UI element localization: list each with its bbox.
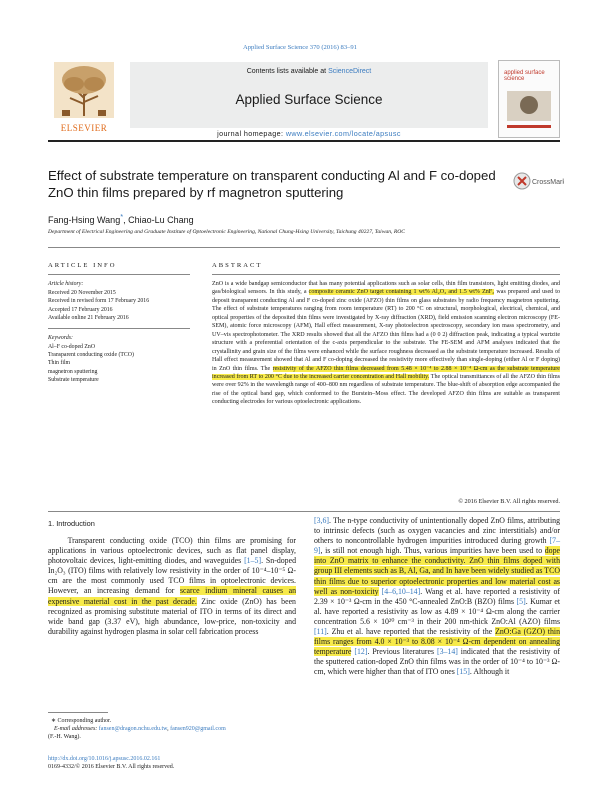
crossmark-badge[interactable]	[512, 170, 564, 192]
citation-link[interactable]: [15]	[456, 667, 470, 677]
author-name: Fang-Hsing Wang	[48, 215, 121, 225]
highlighted-text: scarce indium mineral causes an expensive material cost in the past decade.	[48, 586, 297, 606]
body-column-right	[314, 516, 560, 678]
history-entry: Received 20 November 2015	[48, 290, 116, 296]
body-text: . Kumar et al. have reported a resistivity as low as 4.89 × 10⁻⁴ Ω-cm along the carrier concentration 5.6 × 10²⁰ cm⁻³ in their 200 nm-thick ZnO:Al (AZO) films	[314, 596, 560, 626]
footnote-name: (F.-H. Wang).	[48, 734, 81, 740]
issn-line: 0169-4332/© 2016 Elsevier B.V. All rights reserved.	[48, 764, 175, 770]
affiliation-rule	[48, 247, 560, 248]
body-text: . Although it	[469, 667, 510, 677]
abstract-copyright: © 2016 Elsevier B.V. All rights reserved.	[458, 498, 560, 505]
abstract-text	[212, 280, 560, 407]
history-entry: Received in revised form 17 February 2016	[48, 298, 150, 305]
citation-link[interactable]: [12]	[351, 647, 368, 657]
article-info-rule	[48, 274, 190, 275]
body-text: . The n-type conductivity of unintentionally doped ZnO films, attributing to intrinsic defects (such as oxygen vacancies and zinc interstitials) and/or others to noncontrollable hydrogen impurities introduced during growth	[314, 516, 560, 546]
body-text: . Zhu et al. have reported that the resistivity of the	[326, 627, 496, 637]
header-rule	[48, 140, 560, 142]
email-link[interactable]: fansen920@gmail.com	[170, 726, 226, 732]
email-link[interactable]: fansen@dragon.nchu.edu.tw	[98, 726, 168, 732]
highlighted-text: dope into ZnO matrix to enhance the conductivity. ZnO thin films doped with group III elements such as B, Al, Ga, and In have been widely studied as TCO thin films due to superior optoelectronic properties and low material cost as well as non-toxicity	[314, 546, 560, 596]
article-info-heading: ARTICLE INFO	[48, 262, 117, 269]
body-text: . Wang et al. have reported a resistivity of 2.39 × 10⁻³ Ω-cm in the 450 °C-annealed ZnO:B (BZO) films	[314, 586, 560, 606]
keyword: Thin film	[48, 360, 71, 367]
keyword: Al–F co-doped ZnO	[48, 344, 96, 350]
section-heading-introduction: 1. Introduction	[48, 519, 95, 528]
doi-link[interactable]: http://dx.doi.org/10.1016/j.apsusc.2016.02.161	[48, 756, 161, 762]
abstract-heading: ABSTRACT	[212, 262, 263, 269]
citation-link[interactable]: [11]	[314, 627, 327, 637]
cover-title: applied surface science	[504, 70, 545, 83]
body-text: Zinc oxide (ZnO) has been recognized as promising substitute material of ITO in terms of its direct and wide band gap (3.37 eV), high abundance, low-price, non-toxicity and durability against hydrogen plasma in solar cell fabrication process	[48, 596, 296, 636]
keyword: Substrate temperature	[48, 376, 99, 383]
email-label: E-mail addresses:	[54, 726, 99, 732]
highlighted-text: resistivity of the AFZO thin films decreased from 5.48 × 10⁻⁴ to 2.88 × 10⁻⁴ Ω-cm as the substrate temperature increased from RT to 200 °C due to the increased carrier concentration and Hall mobility.	[212, 365, 560, 380]
body-text: . Sn-doped In₂O₃ (ITO) films with relatively low resistivity in the order of 10⁻⁴–10⁻⁵ Ω-cm are the most commonly used TCO films in optoelectronic devices. However, an increasing demand for	[48, 556, 296, 596]
homepage-prefix: journal homepage:	[217, 129, 286, 138]
article-history-heading: Article history:	[48, 281, 84, 287]
citation-link[interactable]: [4–6,10–14]	[378, 586, 421, 596]
abstract-text-segment: The optical transmittances of all the AFZO thin films were over 92% in the wavelength range of 400–800 nm regardless of substrate temperature. The blue-shift of absorption edge accompanied the rise of the optical band gap, which conformed to the Burstein–Moss effect. The developed AFZO thin films are suitable as transparent conducting electrodes for various optoelectronic applications.	[212, 373, 560, 406]
footnote-rule	[48, 712, 108, 713]
history-entry: Accepted 17 February 2016	[48, 306, 113, 313]
keywords-heading: Keywords:	[48, 335, 73, 341]
body-text: . Previous literatures	[367, 647, 437, 657]
footnote-corresponding: Corresponding author.	[56, 718, 112, 724]
corresponding-author-mark[interactable]: *	[120, 212, 124, 221]
article-title: Effect of substrate temperature on transparent conducting Al and F co-doped ZnO thin films prepared by rf magnetron sputtering	[48, 168, 496, 200]
article-history	[48, 289, 149, 322]
citation-link[interactable]: [3–14]	[436, 647, 458, 657]
contents-line	[130, 68, 488, 75]
journal-citation[interactable]: Applied Surface Science 370 (2016) 83–91	[242, 44, 358, 51]
sciencedirect-link[interactable]: ScienceDirect	[328, 68, 372, 75]
keyword: magnetron sputtering	[48, 368, 98, 375]
keyword: Transparent conducting oxide (TCO)	[48, 352, 134, 359]
history-entry: Available online 21 February 2016	[48, 314, 129, 321]
footnote	[48, 717, 298, 741]
corresponding-author-note	[48, 717, 298, 725]
email-separator: ,	[167, 726, 171, 732]
highlighted-text: composite ceramic ZnO target containing 1 wt% Al₂O₃ and 1.5 wt% ZnF₂	[308, 289, 495, 296]
footnote-star: ∗	[51, 718, 57, 724]
crossmark-label: CrossMark	[532, 179, 564, 186]
highlighted-text: ZnO:Ga (GZO) thin films ranges from 4.0 × 10⁻³ to 8.08 × 10⁻⁴ Ω-cm dependent on annealing temperature	[314, 627, 560, 657]
affiliation: Department of Electrical Engineering and Graduate Institute of Optoelectronic Engineering, National Chung-Hsing University, Taichung 40227, Taiwan, ROC	[48, 229, 406, 235]
email-line	[48, 725, 298, 733]
journal-homepage	[130, 129, 488, 138]
author-separator: ,	[123, 215, 129, 225]
body-column-left	[48, 536, 296, 637]
author-name: Chiao-Lu Chang	[128, 215, 194, 225]
author-list	[48, 212, 194, 225]
citation-link[interactable]: [3,6]	[314, 516, 330, 525]
keywords-rule	[48, 328, 190, 329]
citation-link[interactable]: [1–5]	[244, 556, 262, 566]
body-text: indicated that the resistivity of the sputtered cation-doped ZnO thin films was in the order of 10⁻⁴ to 10⁻³ Ω-cm, which were higher than that of ITO ones	[314, 647, 560, 677]
citation-link[interactable]: [5]	[516, 596, 526, 606]
homepage-link[interactable]: www.elsevier.com/locate/apsusc	[285, 129, 401, 138]
journal-title: Applied Surface Science	[235, 92, 383, 107]
citation-link[interactable]: [7–9]	[314, 536, 560, 556]
elsevier-wordmark: ELSEVIER	[60, 123, 108, 133]
abstract-rule	[212, 274, 560, 275]
body-text: , is still not enough high. Thus, various impurities have been used to	[320, 546, 545, 556]
abstract-text-segment: was prepared and used to deposit transparent conducting Al and F co-doped zinc oxide (AFZO) thin films on glass substrates by radio frequency magnetron sputtering. The effect of substrate temperatures ranging from room temperature (RT) to 200 °C on structural, morphological, electrical, chemical, and optical properties of the deposited thin films were investigated by X-ray diffraction (XRD), field emission scanning electron microscopy (FE-SEM), atomic force microscopy (AFM), Hall effect measurement, X-ray photoelectron spectroscopy, secondary ion mass spectrometry, and UV–vis spectrophotometer. The XRD results showed that all the AFZO thin films had a (0 0 2) diffraction peak, indicating a typical wurtzite structure with a preferential orientation of the c-axis perpendicular to the substrate. The FE-SEM and AFM analyses indicated that the crystallinity and grain size of the films were enhanced while the surface roughness decreased as the substrate temperature increased. Results of Hall effect measurement showed that Al and F co-doping decreased the resistivity more effectively than single-doping (either Al or F doping) in ZnO thin films. The	[212, 289, 560, 372]
contents-prefix: Contents lists available at	[246, 68, 329, 75]
body-text: Transparent conducting oxide (TCO) thin films are promising for applications in various optoelectronic devices, such as flat panel display, photovoltaic devices, light-emitting diodes, and waveguides	[48, 536, 297, 566]
doi-block	[48, 755, 174, 771]
abstract-text-segment: ZnO is a wide bandgap semiconductor that has many potential applications such as solar cells, thin film transistors, light emitting diodes, and gas/biological sensors. In this study, a	[212, 281, 560, 296]
keyword-list	[48, 343, 134, 384]
abstract-end-rule	[48, 511, 560, 512]
